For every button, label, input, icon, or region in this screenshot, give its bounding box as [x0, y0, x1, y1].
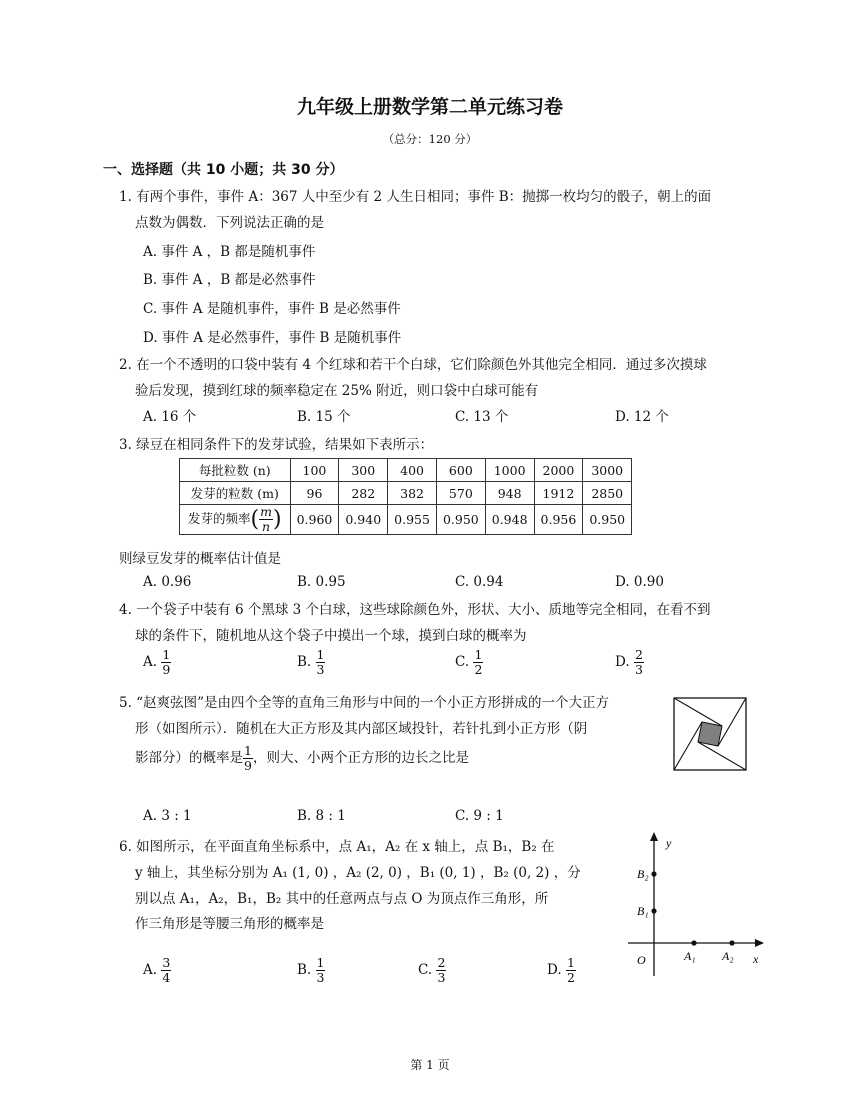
frac-den: 3 — [316, 662, 325, 677]
q2-stem-line1: 2. 在一个不透明的口袋中装有 4 个红球和若干个白球，它们除颜色外其他完全相同．通过多次摸球 — [119, 357, 707, 373]
q3-stem-line1: 3. 绿豆在相同条件下的发芽试验，结果如下表所示： — [119, 437, 434, 453]
q1-stem-line2: 点数为偶数．下列说法正确的是 — [135, 215, 324, 231]
q1-option-d: D. 事件 A 是必然事件，事件 B 是随机事件 — [143, 330, 402, 346]
q6-option-b — [297, 956, 325, 985]
option-label: D. — [547, 962, 562, 978]
table-cell: 0.950 — [436, 505, 485, 535]
table-cell: 400 — [388, 459, 437, 482]
frac-num: 1 — [316, 647, 325, 662]
q2-option-c: C. 13 个 — [455, 409, 509, 425]
table-row — [180, 505, 632, 535]
point-b1 — [651, 908, 656, 913]
frac-num: 1 — [316, 955, 325, 970]
frac-den: 2 — [474, 662, 483, 677]
q6-option-d — [547, 956, 576, 985]
q3-option-b: B. 0.95 — [297, 574, 346, 590]
q2-option-d: D. 12 个 — [615, 409, 669, 425]
frac-num: 1 — [162, 647, 171, 662]
stem-text: ，则大、小两个正方形的边长之比是 — [252, 750, 469, 766]
total-score: （总分：120 分） — [382, 132, 478, 146]
frac-num: 2 — [634, 647, 643, 662]
option-label: B. — [297, 962, 312, 978]
frac-den: 2 — [566, 970, 575, 985]
option-label: A. — [143, 962, 158, 978]
germination-table — [179, 458, 632, 535]
q5-option-c: C. 9 : 1 — [455, 808, 504, 824]
row-header-frequency: 发芽的频率( $\frac{m}{n}$ ) — [180, 505, 291, 535]
q5-stem-line3 — [135, 744, 469, 773]
option-label: B. — [297, 654, 312, 670]
frac-num: 1 — [474, 647, 483, 662]
frac-den: 4 — [162, 970, 171, 985]
y-axis-label: y — [666, 836, 672, 850]
zhao-shuang-figure — [673, 697, 747, 771]
q6-stem-line3: 别以点 A₁，A₂，B₁，B₂ 其中的任意两点与点 O 为顶点作三角形，所 — [135, 891, 549, 907]
table-cell: 0.940 — [339, 505, 388, 535]
q5-option-b: B. 8 : 1 — [297, 808, 346, 824]
m-over-n-fraction — [259, 505, 273, 534]
row-header-m: 发芽的粒数 (m) — [180, 482, 291, 505]
table-cell: 600 — [436, 459, 485, 482]
table-cell: 1912 — [534, 482, 583, 505]
q6-option-a — [143, 956, 171, 985]
q4-stem-line2: 球的条件下，随机地从这个袋子中摸出一个球，摸到白球的概率为 — [135, 628, 527, 644]
q1-option-a: A. 事件 A ，B 都是随机事件 — [143, 244, 316, 260]
point-b2 — [651, 871, 656, 876]
table-cell: 570 — [436, 482, 485, 505]
q5-stem-line1: 5. “赵爽弦图”是由四个全等的直角三角形与中间的一个小正方形拼成的一个大正方 — [119, 695, 609, 711]
table-cell: 0.956 — [534, 505, 583, 535]
q4-option-c — [455, 648, 483, 677]
table-cell: 282 — [339, 482, 388, 505]
q1-option-b: B. 事件 A ，B 都是必然事件 — [143, 272, 316, 288]
table-cell: 0.950 — [583, 505, 632, 535]
stem-text: 影部分）的概率是 — [135, 750, 243, 766]
option-label: C. — [455, 654, 470, 670]
table-cell: 948 — [485, 482, 534, 505]
q6-stem-line1: 6. 如图所示，在平面直角坐标系中，点 A₁，A₂ 在 x 轴上，点 B₁，B₂ 在 — [119, 839, 555, 855]
q3-option-c: C. 0.94 — [455, 574, 504, 590]
table-row — [180, 459, 632, 482]
q6-stem-line2: y 轴上，其坐标分别为 A₁ (1, 0) ，A₂ (2, 0) ，B₁ (0, 1) ，B₂ (0, 2) ，分 — [135, 865, 581, 881]
frac-num: 2 — [437, 955, 446, 970]
frac-den: n — [262, 519, 271, 534]
table-cell: 0.948 — [485, 505, 534, 535]
frac-num: 1 — [244, 743, 252, 758]
q3-option-d: D. 0.90 — [615, 574, 664, 590]
frac-den: 9 — [162, 662, 171, 677]
table-row — [180, 482, 632, 505]
q2-option-a: A. 16 个 — [143, 409, 197, 425]
option-label: A. — [143, 654, 158, 670]
q5-stem-line2: 形（如图所示）．随机在大正方形及其内部区域投针，若针扎到小正方形（阴 — [135, 721, 588, 737]
q1-stem-line1: 1. 有两个事件，事件 A：367 人中至少有 2 人生日相同；事件 B：抛掷一枚均匀的骰子，朝上的面 — [119, 189, 712, 205]
table-cell: 96 — [290, 482, 339, 505]
y-axis-arrow — [650, 832, 658, 841]
frac-den: 9 — [244, 758, 252, 773]
row-header-n: 每批粒数 (n) — [180, 459, 291, 482]
frac-num: 3 — [162, 955, 171, 970]
frac-den: 3 — [437, 970, 446, 985]
one-ninth-fraction — [243, 744, 253, 773]
coordinate-figure — [622, 826, 772, 981]
a1-label: A₁ — [684, 949, 696, 963]
b1-label: B₁ — [637, 904, 649, 918]
q6-stem-line4: 作三角形是等腰三角形的概率是 — [135, 916, 324, 932]
origin-label: O — [637, 953, 646, 967]
q4-option-b — [297, 648, 325, 677]
q3-option-a: A. 0.96 — [143, 574, 192, 590]
q4-option-d — [615, 648, 644, 677]
option-label: C. — [418, 962, 433, 978]
q5-option-a: A. 3 : 1 — [143, 808, 192, 824]
table-cell: 300 — [339, 459, 388, 482]
q3-stem-line2: 则绿豆发芽的概率估计值是 — [119, 551, 281, 567]
x-axis-label: x — [753, 952, 759, 966]
section-heading: 一、选择题（共 10 小题；共 30 分） — [103, 162, 344, 178]
point-a1 — [691, 940, 696, 945]
page-title: 九年级上册数学第二单元练习卷 — [296, 96, 563, 118]
table-cell: 0.960 — [290, 505, 339, 535]
frac-num: 1 — [566, 955, 575, 970]
frequency-label: 发芽的频率 — [188, 511, 251, 526]
b2-label: B₂ — [637, 867, 649, 881]
option-label: D. — [615, 654, 630, 670]
table-cell: 1000 — [485, 459, 534, 482]
table-cell: 0.955 — [388, 505, 437, 535]
frac-den: 3 — [316, 970, 325, 985]
q4-stem-line1: 4. 一个袋子中装有 6 个黑球 3 个白球，这些球除颜色外，形状、大小、质地等完全相同，在看不到 — [119, 602, 711, 618]
page-number: 第 1 页 — [410, 1058, 450, 1072]
x-axis-arrow — [755, 939, 764, 947]
q6-option-c — [418, 956, 446, 985]
frac-num: m — [260, 504, 272, 519]
frac-den: 3 — [634, 662, 643, 677]
q2-stem-line2: 验后发现，摸到红球的频率稳定在 25% 附近，则口袋中白球可能有 — [135, 383, 539, 399]
point-a2 — [729, 940, 734, 945]
table-cell: 2000 — [534, 459, 583, 482]
q2-option-b: B. 15 个 — [297, 409, 351, 425]
a2-label: A₂ — [722, 949, 734, 963]
q4-option-a — [143, 648, 171, 677]
table-cell: 3000 — [583, 459, 632, 482]
table-cell: 2850 — [583, 482, 632, 505]
table-cell: 100 — [290, 459, 339, 482]
q1-option-c: C. 事件 A 是随机事件，事件 B 是必然事件 — [143, 301, 401, 317]
table-cell: 382 — [388, 482, 437, 505]
